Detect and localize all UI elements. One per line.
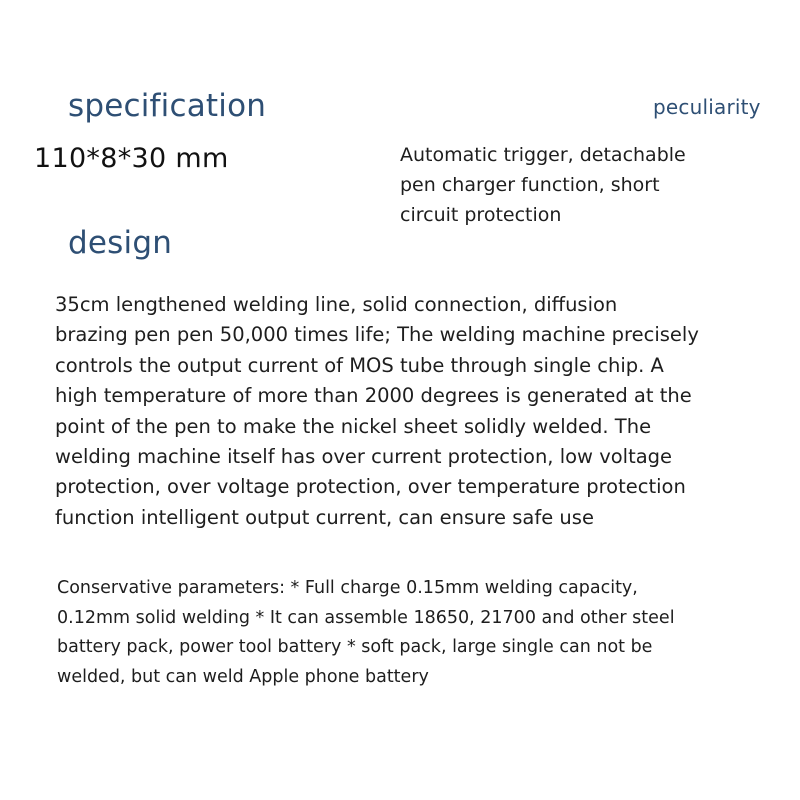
design-description [55,290,735,533]
design-line: protection, over voltage protection, over temperature protection [55,475,686,499]
specification-heading: specification [68,88,267,124]
design-line: 35cm lengthened welding line, solid connection, diffusion [55,293,618,316]
specification-dimensions: 110*8*30 mm [34,143,229,174]
design-line: function intelligent output current, can ensure safe use [55,505,594,529]
parameters-line: Conservative parameters: * Full charge 0.15mm welding capacity, [57,578,638,598]
peculiarity-line: circuit protection [400,204,562,226]
conservative-parameters [57,574,737,692]
design-heading: design [68,225,173,261]
design-line: brazing pen pen 50,000 times life; The welding machine precisely [55,323,699,347]
peculiarity-heading: peculiarity [653,95,761,119]
parameters-line: 0.12mm solid welding * It can assemble 18650, 21700 and other steel [57,607,675,628]
design-line: point of the pen to make the nickel sheet solidly welded. The [55,414,652,438]
design-line: controls the output current of MOS tube through single chip. A [55,353,664,377]
design-line: high temperature of more than 2000 degrees is generated at the [55,384,692,408]
parameters-line: battery pack, power tool battery * soft pack, large single can not be [57,637,653,657]
peculiarity-line: pen charger function, short [400,174,660,196]
peculiarity-description [400,140,730,230]
design-line: welding machine itself has over current protection, low voltage [55,445,673,469]
peculiarity-line: Automatic trigger, detachable [400,144,686,166]
parameters-line: welded, but can weld Apple phone battery [57,666,429,687]
